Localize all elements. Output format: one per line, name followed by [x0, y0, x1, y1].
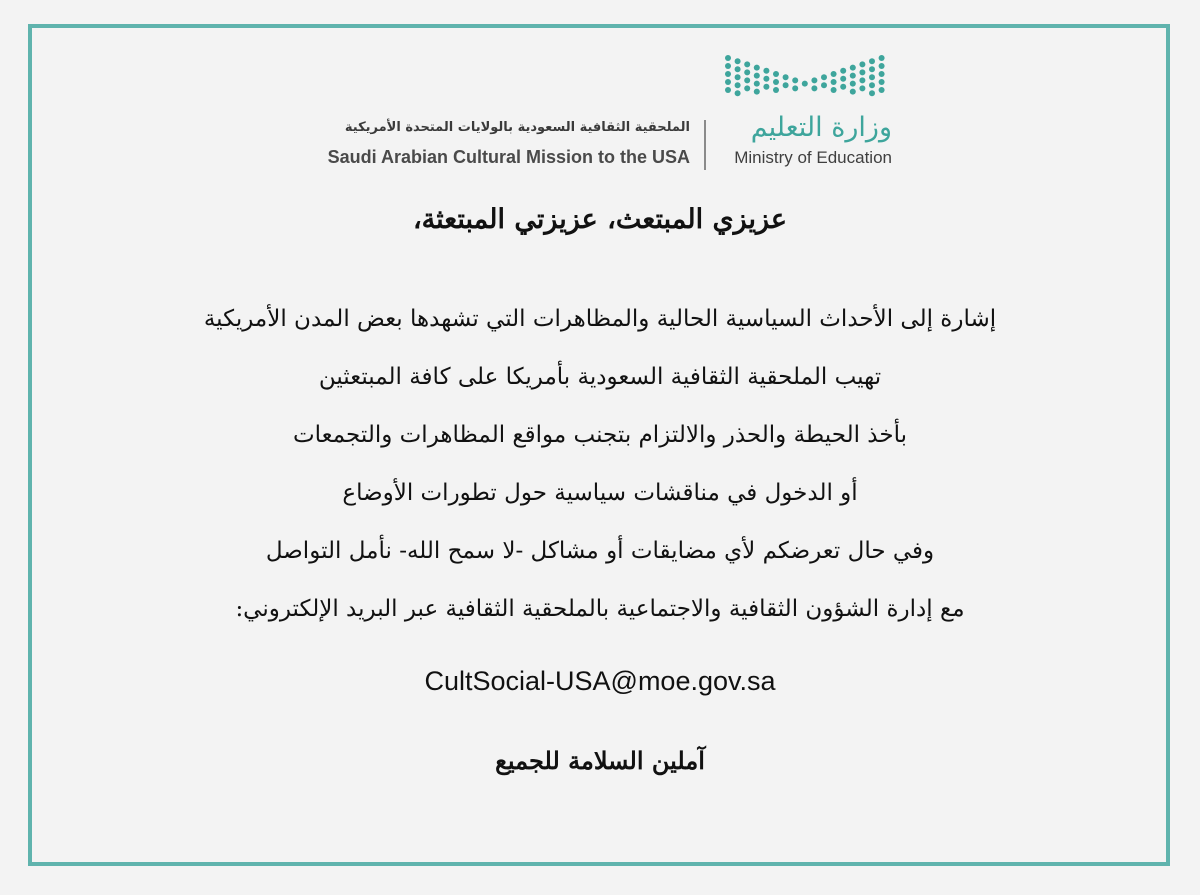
logo-dot: [783, 82, 789, 88]
letter-closing: آملين السلامة للجميع: [495, 746, 705, 775]
logo-dot: [859, 69, 865, 75]
logo-dot: [879, 71, 885, 77]
logo-dot: [831, 71, 837, 77]
body-line: بأخذ الحيطة والحذر والالتزام بتجنب مواقع المظاهرات والتجمعات: [293, 422, 907, 448]
logo-dot: [773, 71, 779, 77]
logo-dot: [859, 85, 865, 91]
logo-dot: [735, 74, 741, 80]
body-line: إشارة إلى الأحداث السياسية الحالية والمظاهرات التي تشهدها بعض المدن الأمريكية: [203, 306, 997, 332]
body-line: وفي حال تعرضكم لأي مضايقات أو مشاكل -لا سمح الله- نأمل التواصل: [265, 538, 935, 564]
logo-dot: [735, 58, 741, 64]
logo-dot: [869, 66, 875, 72]
logo-dot: [763, 84, 769, 90]
logo-dot: [744, 61, 750, 67]
logo-dot: [744, 69, 750, 75]
logo-dot: [879, 79, 885, 85]
logo-dot: [879, 63, 885, 69]
logo-dot: [754, 73, 760, 79]
logo-dot: [744, 85, 750, 91]
letter-greeting: عزيزي المبتعث، عزيزتي المبتعثة،: [412, 204, 788, 235]
logo-dot: [773, 87, 779, 93]
ministry-logo-dots-icon: [722, 52, 892, 112]
logo-dot: [840, 84, 846, 90]
logo-dot: [840, 68, 846, 74]
body-line: مع إدارة الشؤون الثقافية والاجتماعية بالملحقية الثقافية عبر البريد الإلكتروني:: [235, 596, 965, 622]
body-line: أو الدخول في مناقشات سياسية حول تطورات الأوضاع: [342, 480, 858, 506]
logo-dot: [735, 90, 741, 96]
logo-dot: [754, 89, 760, 95]
logo-dot: [869, 90, 875, 96]
mission-name-english: Saudi Arabian Cultural Mission to the USA: [327, 147, 690, 167]
logo-dot: [802, 81, 808, 87]
logo-dot: [811, 77, 817, 83]
logo-dot: [735, 82, 741, 88]
logo-dot: [850, 89, 856, 95]
logo-dot: [763, 68, 769, 74]
logo-dot: [754, 65, 760, 71]
ministry-name-arabic: وزارة التعليم: [750, 112, 892, 143]
body-line: تهيب الملحقية الثقافية السعودية بأمريكا على كافة المبتعثين: [318, 364, 882, 390]
logo-dot: [754, 81, 760, 87]
logo-dot: [725, 71, 731, 77]
logo-dot: [850, 81, 856, 87]
logo-dot: [850, 73, 856, 79]
logo-dot: [869, 74, 875, 80]
logo-dot: [792, 85, 798, 91]
logo-dot: [811, 85, 817, 91]
logo-dot: [725, 63, 731, 69]
logo-dot: [725, 55, 731, 61]
logo-dot: [840, 76, 846, 82]
logo-dot: [869, 82, 875, 88]
logo-divider: [704, 120, 706, 170]
logo-dot: [792, 77, 798, 83]
logo-dot: [744, 77, 750, 83]
logo-dot: [821, 74, 827, 80]
logo-dot: [879, 55, 885, 61]
mission-name-arabic: الملحقية الثقافية السعودية بالولايات المتحدة الأمريكية: [344, 120, 690, 135]
logo-dot: [735, 66, 741, 72]
contact-email[interactable]: CultSocial-USA@moe.gov.sa: [424, 666, 776, 696]
logo-dot: [859, 77, 865, 83]
logo-dot: [850, 65, 856, 71]
logo-dot: [773, 79, 779, 85]
logo-dot: [831, 87, 837, 93]
logo-dot: [725, 79, 731, 85]
logo-dot: [869, 58, 875, 64]
logo-dot: [783, 74, 789, 80]
logo-dot: [859, 61, 865, 67]
letter-body: [140, 290, 1060, 638]
logo-dot: [831, 79, 837, 85]
ministry-name-english: Ministry of Education: [734, 148, 892, 167]
logo-dot: [763, 76, 769, 82]
logo-dot: [821, 82, 827, 88]
logo-dot: [879, 87, 885, 93]
logo-dot: [725, 87, 731, 93]
